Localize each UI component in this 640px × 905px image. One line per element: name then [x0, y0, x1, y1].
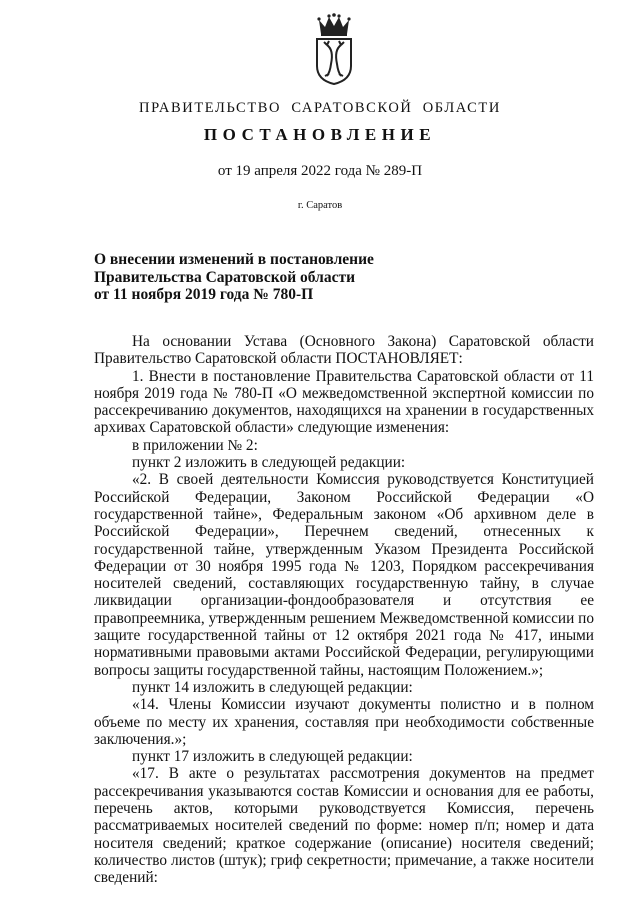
document-body: [94, 333, 594, 887]
body-paragraph: «2. В своей деятельности Комиссия руководствуется Конституцией Российской Федерации, Законом Российской Федерации «О государственной тайне», Федеральным законом «Об архивном деле в Российской Федерации», Перечнем сведений, отнесенных к государственной тайне, утвержденным Указом Президента Российской Федерации от 30 ноября 1995 года № 1203, Порядком рассекречивания носителей сведений, составляющих государственную тайну, в случае ликвидации организации-фондообразователя и отсутствия ее правопреемника, утвержденным решением Межведомственной комиссии по защите государственной тайны от 12 октября 2021 года № 417, иными нормативными правовыми актами Российской Федерации, регулирующими вопросы защиты государственной тайны, настоящим Положением.»;: [94, 471, 594, 679]
body-paragraph: пункт 14 изложить в следующей редакции:: [132, 678, 413, 696]
subject-line: Правительства Саратовской области: [94, 268, 355, 286]
body-paragraph: На основании Устава (Основного Закона) Саратовской области Правительство Саратовской области ПОСТАНОВЛЯЕТ:: [94, 333, 594, 368]
body-paragraph: пункт 2 изложить в следующей редакции:: [132, 454, 406, 472]
document-subject: [94, 251, 374, 304]
subject-line: от 11 ноября 2019 года № 780-П: [94, 286, 314, 303]
body-paragraph: пункт 17 изложить в следующей редакции:: [132, 748, 413, 766]
subject-line: О внесении изменений в постановление: [94, 251, 374, 268]
body-paragraph: 1. Внести в постановление Правительства Саратовской области от 11 ноября 2019 года № 780-П «О межведомственной экспертной комиссии по рассекречиванию документов, находящихся на хранении в государственных архивах Саратовской области» следующие изменения:: [94, 367, 594, 437]
body-paragraph: «14. Члены Комиссии изучают документы полистно и в полном объеме по месту их хранения, составляя при необходимости собственные заключения.»;: [94, 696, 594, 748]
body-paragraph: в приложении № 2:: [132, 436, 258, 454]
document-date-number: от 19 апреля 2022 года № 289-П: [217, 163, 423, 179]
organization-name: ПРАВИТЕЛЬСТВО САРАТОВСКОЙ ОБЛАСТИ: [139, 100, 501, 116]
coat-of-arms-icon: [307, 12, 361, 86]
document-type: ПОСТАНОВЛЕНИЕ: [203, 125, 437, 144]
body-paragraph: «17. В акте о результатах рассмотрения документов на предмет рассекречивания указываются состав Комиссии и основания для ее работы, перечень актов, которыми руководствуется Комиссия, перечень рассматриваемых носителей сведений по форме: номер п/п; номер и дата носителя сведений; краткое содержание (описание) носителя сведений; количество листов (штук); гриф секретности; примечание, а также носители сведений:: [94, 765, 594, 887]
document-city: г. Саратов: [297, 200, 343, 211]
